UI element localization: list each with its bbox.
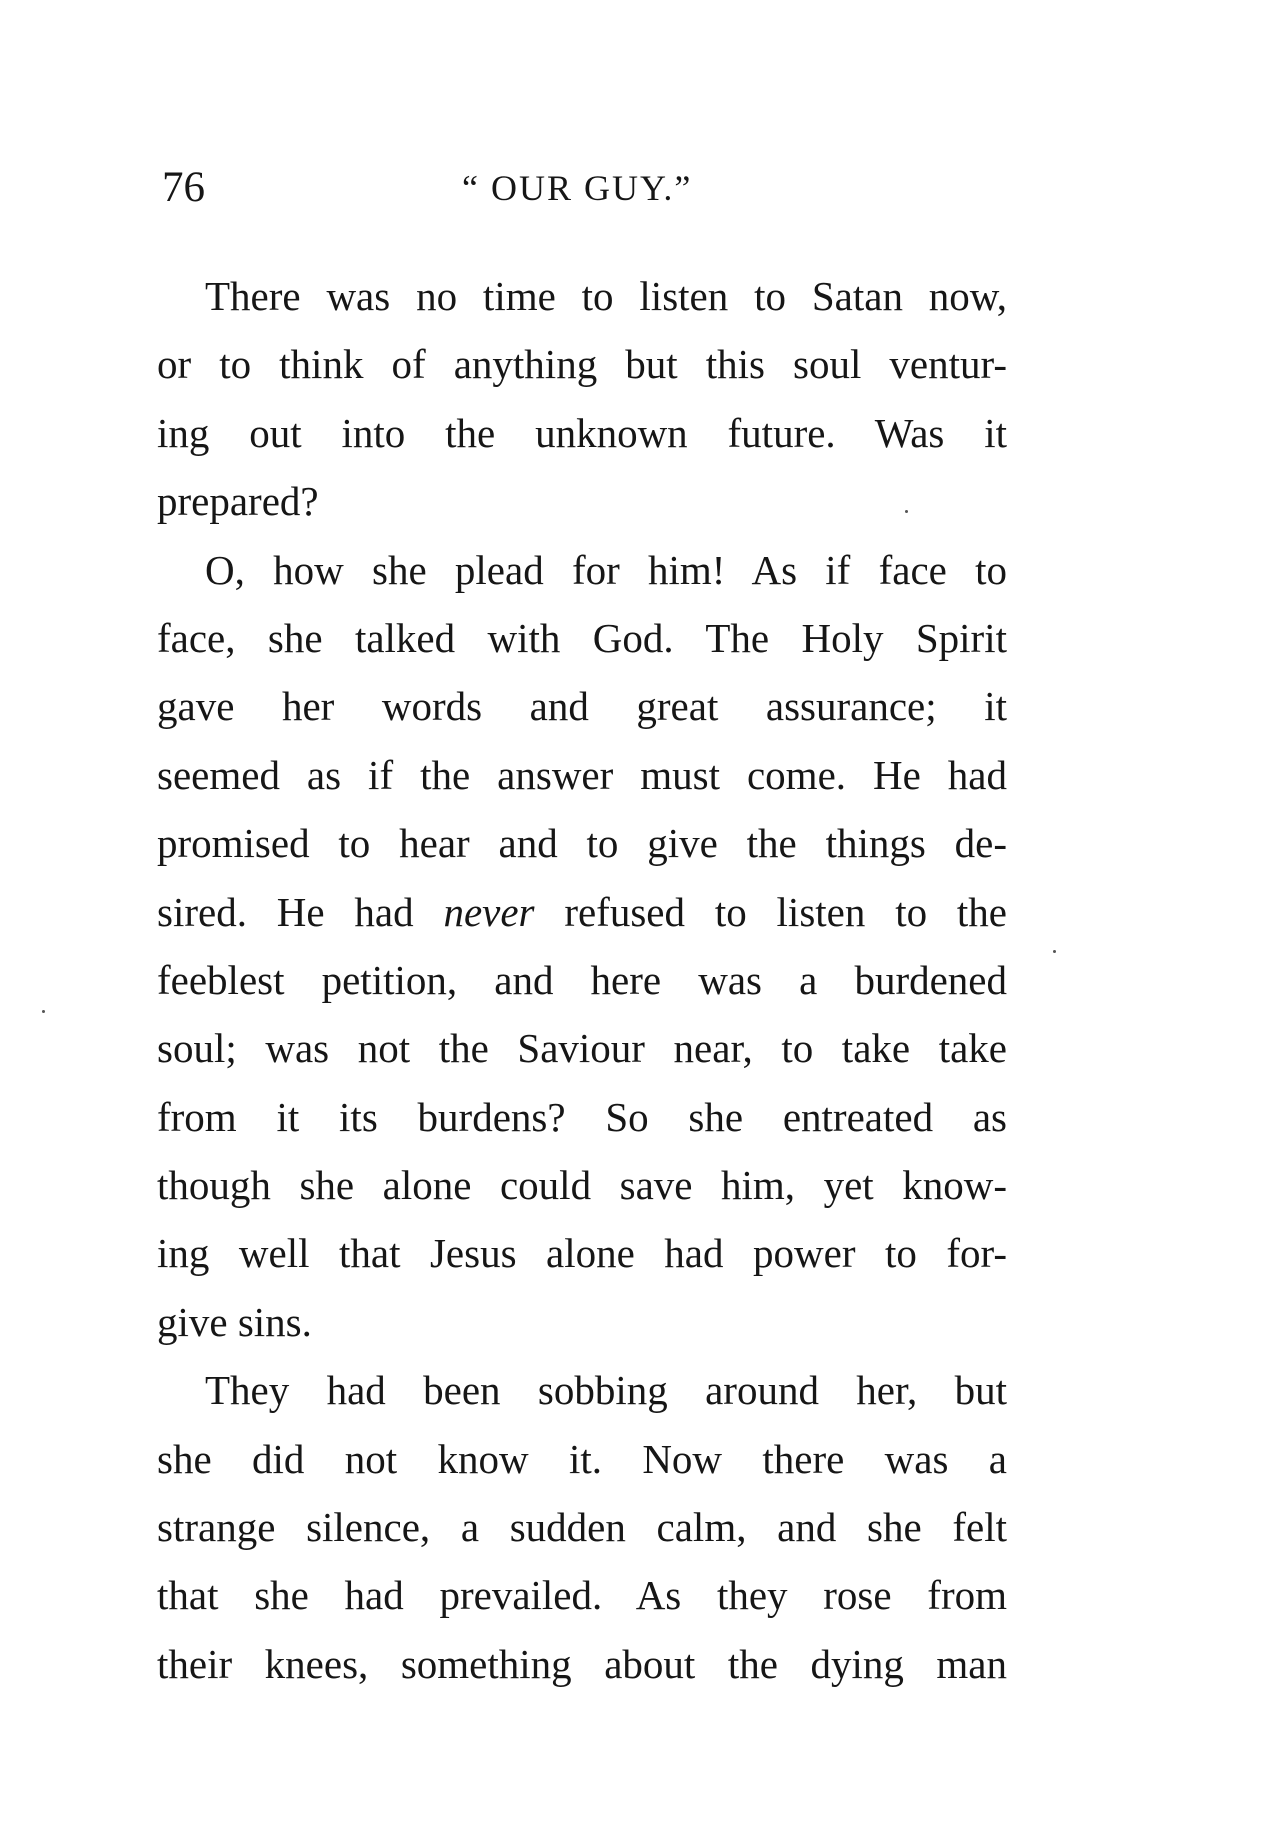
text-line: ing well that Jesus alone had power to for- [157, 1230, 1007, 1277]
scan-speck [1053, 950, 1056, 953]
text-line: or to think of anything but this soul ventur- [157, 341, 1007, 388]
text-line: soul; was not the Saviour near, to take take [157, 1025, 1007, 1072]
text-line: seemed as if the answer must come. He had [157, 751, 1007, 798]
text-line: promised to hear and to give the things de- [157, 820, 1007, 867]
text-line: give sins. [157, 1298, 312, 1345]
paragraph-3 [157, 1356, 1007, 1698]
text-line: from it its burdens? So she entreated as [157, 1093, 1007, 1140]
text-segment: refused to listen to the [534, 888, 1007, 935]
text-line: though she alone could save him, yet know- [157, 1162, 1007, 1209]
paragraph-2 [157, 536, 1007, 1357]
text-line: O, how she plead for him! As if face to [205, 546, 1007, 593]
text-segment: sired. He had [157, 888, 444, 935]
text-line: she did not know it. Now there was a [157, 1435, 1007, 1482]
text-line: feeblest petition, and here was a burdened [157, 956, 1007, 1003]
page-header [162, 160, 1022, 216]
paragraph-1 [157, 262, 1007, 536]
text-line: There was no time to listen to Satan now, [205, 273, 1007, 319]
text-line: that she had prevailed. As they rose from [157, 1572, 1007, 1619]
page-number: 76 [162, 164, 205, 211]
text-line-with-italic [157, 878, 1007, 946]
scan-speck [42, 1010, 45, 1013]
text-line: prepared? [157, 478, 319, 525]
text-line: face, she talked with God. The Holy Spirit [157, 614, 1007, 661]
text-line: their knees, something about the dying man [157, 1640, 1007, 1687]
text-line: strange silence, a sudden calm, and she felt [157, 1504, 1007, 1551]
text-line: They had been sobbing around her, but [205, 1367, 1007, 1414]
running-head: “ OUR GUY.” [462, 168, 693, 208]
italic-word: never [443, 888, 535, 935]
body-text [157, 262, 1007, 1698]
text-line: ing out into the unknown future. Was it [157, 409, 1007, 456]
text-line: gave her words and great assurance; it [157, 683, 1007, 730]
scan-speck [905, 510, 908, 513]
